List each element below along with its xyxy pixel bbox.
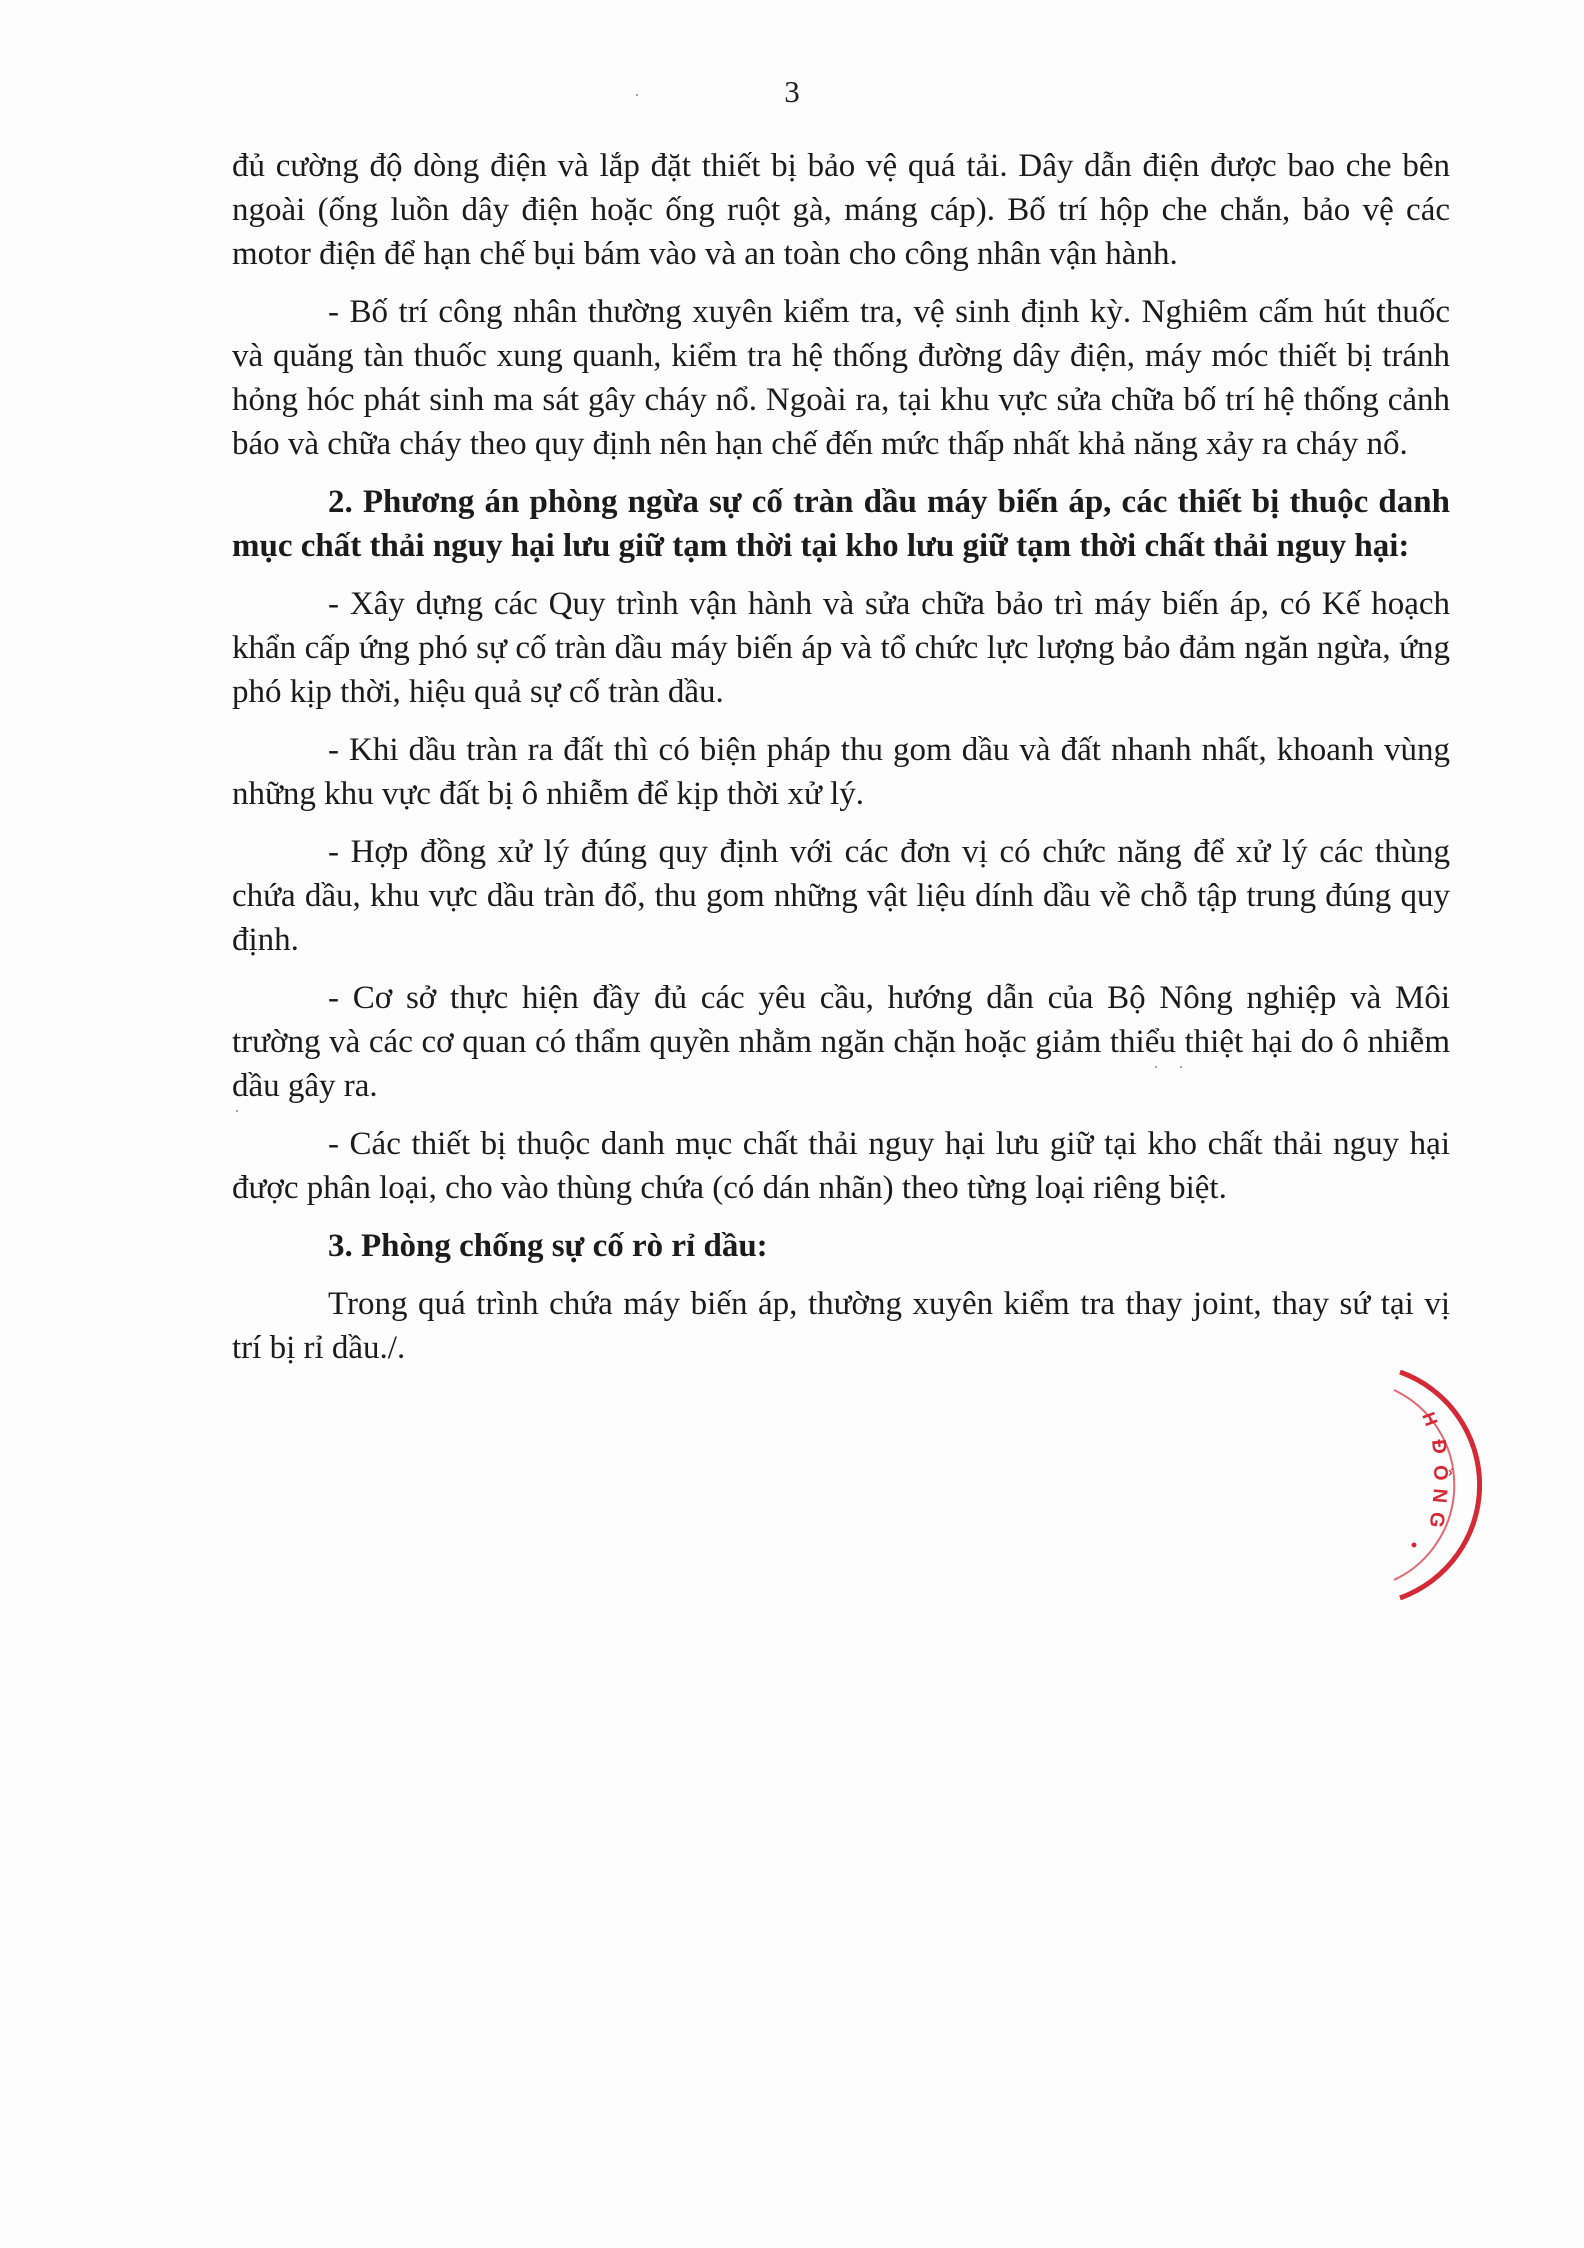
document-body bbox=[232, 144, 1450, 1384]
red-seal-stamp bbox=[1392, 1370, 1482, 1600]
svg-text:Ồ: Ồ bbox=[1429, 1465, 1451, 1481]
scan-speck bbox=[636, 94, 638, 96]
paragraph-hazardous-storage: - Các thiết bị thuộc danh mục chất thải nguy hại lưu giữ tại kho chất thải nguy hại được phân loại, cho vào thùng chứa (có dán nhãn) theo từng loại riêng biệt. bbox=[232, 1126, 1450, 1206]
paragraph-spill-collection: - Khi dầu tràn ra đất thì có biện pháp thu gom dầu và đất nhanh nhất, khoanh vùng những khu vực đất bị ô nhiễm để kịp thời xử lý. bbox=[232, 732, 1450, 812]
svg-text:N: N bbox=[1427, 1487, 1451, 1504]
paragraph-maintenance: Trong quá trình chứa máy biến áp, thường xuyên kiểm tra thay joint, thay sứ tại vị trí bị rỉ dầu./. bbox=[232, 1286, 1450, 1366]
scan-speck bbox=[1180, 1066, 1182, 1068]
paragraph-inspection: - Bố trí công nhân thường xuyên kiểm tra, vệ sinh định kỳ. Nghiêm cấm hút thuốc và quăng tàn thuốc xung quanh, kiểm tra hệ thống đường dây điện, máy móc thiết bị tránh hỏng hóc phát sinh ma sát gây cháy nổ. Ngoài ra, tại khu vực sửa chữa bố trí hệ thống cảnh báo và chữa cháy theo quy định nên hạn chế đến mức thấp nhất khả năng xảy ra cháy nổ. bbox=[232, 294, 1450, 462]
paragraph-compliance: - Cơ sở thực hiện đầy đủ các yêu cầu, hướng dẫn của Bộ Nông nghiệp và Môi trường và các cơ quan có thẩm quyền nhằm ngăn chặn hoặc giảm thiểu thiệt hại do ô nhiễm dầu gây ra. bbox=[232, 980, 1450, 1104]
scan-speck bbox=[236, 1110, 238, 1112]
svg-text:G: G bbox=[1424, 1510, 1449, 1530]
svg-text:Đ: Đ bbox=[1427, 1438, 1451, 1455]
scan-speck bbox=[1155, 1066, 1157, 1068]
heading-oil-spill-plan: 2. Phương án phòng ngừa sự cố tràn dầu máy biến áp, các thiết bị thuộc danh mục chất thải nguy hại lưu giữ tạm thời tại kho lưu giữ tạm thời chất thải nguy hại: bbox=[232, 484, 1450, 564]
paragraph-procedures: - Xây dựng các Quy trình vận hành và sửa chữa bảo trì máy biến áp, có Kế hoạch khẩn cấp ứng phó sự cố tràn dầu máy biến áp và tổ chức lực lượng bảo đảm ngăn ngừa, ứng phó kịp thời, hiệu quả sự cố tràn dầu. bbox=[232, 586, 1450, 710]
paragraph-contract: - Hợp đồng xử lý đúng quy định với các đơn vị có chức năng để xử lý các thùng chứa dầu, khu vực dầu tràn đổ, thu gom những vật liệu dính dầu về chỗ tập trung đúng quy định. bbox=[232, 834, 1450, 958]
paragraph-electrical-protection: đủ cường độ dòng điện và lắp đặt thiết bị bảo vệ quá tải. Dây dẫn điện được bao che bên ngoài (ống luồn dây điện hoặc ống ruột gà, máng cáp). Bố trí hộp che chắn, bảo vệ các motor điện để hạn chế bụi bám vào và an toàn cho công nhân vận hành. bbox=[232, 148, 1450, 272]
page-number: 3 bbox=[784, 74, 800, 109]
heading-leak-prevention: 3. Phòng chống sự cố rò rỉ dầu: bbox=[328, 1228, 768, 1264]
svg-text:H: H bbox=[1418, 1409, 1442, 1429]
